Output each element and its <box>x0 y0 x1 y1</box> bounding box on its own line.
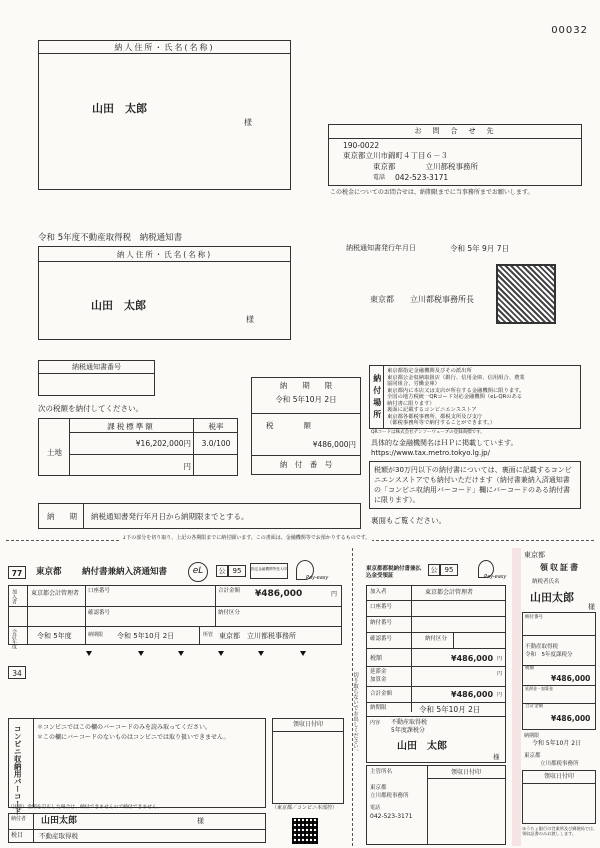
land-label: 土地 <box>47 448 62 457</box>
bank-payer: 山田 太郎 <box>397 741 447 752</box>
receipt-total: ¥486,000 <box>551 714 591 723</box>
bank-account-label: 加入者 <box>370 589 387 595</box>
bank-public-label: 公 <box>430 566 438 574</box>
slip-total-label: 合計金額 <box>218 588 241 594</box>
bank-payeasy-label: Pay-easy <box>484 574 507 580</box>
bank-confirm-label: 確認番号 <box>370 636 393 642</box>
bank-account-no-label: 口座番号 <box>370 604 393 610</box>
receipt-stamp-label: 領収日付印 <box>543 773 574 780</box>
bank-tel-label: 電話 <box>370 805 381 811</box>
period-label: 納 期 <box>47 512 77 521</box>
receipt-total-label: 合計金額 <box>525 704 543 709</box>
bank-slip-grid <box>366 585 506 763</box>
receipt-margin <box>512 548 521 846</box>
slip-public-mark <box>216 565 228 577</box>
contact-tel-label: 電話 <box>373 174 386 181</box>
bank-total: ¥486,000 <box>451 690 494 699</box>
bank-tax-yen: 円 <box>497 656 503 662</box>
contact-note: この税金についてのお問合せは、納期限までに当事務所までお願いします。 <box>330 189 534 196</box>
bank-office-label: 主管所名 <box>370 769 393 775</box>
el-mark: eL <box>188 562 208 582</box>
official-seal <box>496 264 556 324</box>
conv-receipt-stamp-label: 領収日付印 <box>292 721 323 728</box>
slip-warning: （注意）金額を訂正した場合は、納付できませんので納付できません。 <box>8 805 162 810</box>
receipt-office: 東京都 <box>524 753 541 759</box>
pay-instruction: 次の税額を納付してください。 <box>38 404 143 413</box>
bank-due-label: 納期限 <box>370 705 387 711</box>
bank-public-mark <box>428 564 440 576</box>
slip-office: 東京都 立川都税事務所 <box>219 632 296 640</box>
payment-place-line: 全国の地方税統一QRコード対応金融機関（eL-QRのある <box>387 394 523 400</box>
payment-place-line: 東京都公金収納取扱店（銀行、信用金庫、信用組合、農業 <box>387 374 525 381</box>
slip-fiscal-year: 令和 5年度 <box>37 632 72 640</box>
bank-bottom-box <box>366 765 506 845</box>
receipt-payment-no-label: 納付番号 <box>525 615 543 620</box>
period-box <box>38 503 361 529</box>
payment-place-line: 東京都内に本店又は支店が所在する金融機関に限ります。 <box>387 387 525 394</box>
notice-address-box <box>38 246 291 340</box>
bank-cut-note: 切り取らないでお出しください。 <box>352 672 359 755</box>
contact-box <box>328 124 582 186</box>
period-text: 納税通知書発行年月日から納期限までとする。 <box>91 512 249 521</box>
bank-office-pref: 東京都 <box>370 785 387 791</box>
amount-label: 税 額 <box>266 421 311 430</box>
bank-item-label: 内容 <box>370 720 381 726</box>
yen-unit: 円 <box>183 462 191 471</box>
conv-note-1: ＊コンビニではこの欄のバーコードのみを読み取ってください。 <box>37 724 212 731</box>
slip-payer-box <box>8 813 266 843</box>
slip-code <box>8 566 26 579</box>
convenience-note: 税額が30万円以下の納付書については、裏面に記載するコンビニエンスストアでも納付いただけます（納付書兼納入済通知書の「コンビニ収納用バーコード」欄にバーコードのある納付書に限ります）。 <box>374 466 572 504</box>
slip-public-no <box>228 565 246 577</box>
amount-value: ¥486,000円 <box>312 440 356 449</box>
payment-place-line: 協同組合、労働金庫） <box>387 381 440 387</box>
notice-honorific: 様 <box>246 315 254 324</box>
receipt-due-label: 納期限 <box>524 733 540 739</box>
bank-tax-amount: ¥486,000 <box>451 654 494 663</box>
slip-account-value: 東京都会計管理者 <box>31 590 80 597</box>
due-label: 納 期 限 <box>279 381 333 390</box>
receipt-name: 山田太郎 <box>530 591 574 604</box>
notice-number-box <box>38 360 155 396</box>
slip-trust-box <box>250 563 288 579</box>
slip-code-value: 77 <box>11 569 23 578</box>
bank-item: 不動産取得税 <box>391 719 428 726</box>
tax-rate-value: 3.0/100 <box>201 439 231 448</box>
bank-receipt-stamp: 領収日付印 <box>450 769 481 776</box>
tax-base-header: 課税標準額 <box>107 422 155 431</box>
bank-tel: 042-523-3171 <box>370 813 413 820</box>
receipt-pref: 東京都 <box>524 551 545 559</box>
payment-place-line: （都税事務所等で納付することができます。） <box>387 420 496 426</box>
slip-office-label: 所管 <box>203 632 214 638</box>
receipt-item: 不動産取得税 <box>525 644 559 650</box>
tax-rate-header: 税率 <box>208 422 224 431</box>
tax-base-table <box>38 418 238 476</box>
bank-category-label: 納付区分 <box>425 636 448 642</box>
payment-places-box <box>369 365 581 429</box>
notice-number-label: 納税通知書番号 <box>72 363 121 371</box>
qr-trademark-note: QRコードは株式会社デンソーウェーブの登録商標です。 <box>371 430 485 435</box>
stamp-caption: （東京都／コンビニ本部控） <box>272 805 338 811</box>
institutions-note: 具体的な金融機関名はＨＰに掲載しています。 <box>371 439 518 447</box>
addressee-honorific: 様 <box>244 118 252 127</box>
serial-number: 00032 <box>551 25 588 36</box>
slip-pref: 東京都 <box>36 567 62 577</box>
notice-addressee-name: 山田 太郎 <box>91 299 146 312</box>
slip-payer: 山田太郎 <box>41 816 78 826</box>
due-amount-table <box>251 377 361 475</box>
receipt-item-sub: 令和 5年度課税分 <box>525 652 573 658</box>
bank-due-date: 令和 5年10月 2日 <box>419 705 481 714</box>
bank-total-yen: 円 <box>497 692 503 698</box>
payeasy-label: Pay-easy <box>306 575 329 581</box>
conv-note-2: ＊この欄にバーコードのないものはコンビニでは取り扱いできません。 <box>37 734 230 741</box>
contact-office: 東京都 立川都税事務所 <box>373 162 478 171</box>
slip-public-label: 公 <box>218 567 226 575</box>
slip-total-yen: 円 <box>331 591 338 598</box>
address-box-header: 納人住所・氏名(名称) <box>114 43 215 52</box>
slip-payer-honorific: 様 <box>197 817 204 825</box>
tax-site-url[interactable]: https://www.tax.metro.tokyo.lg.jp/ <box>371 449 490 457</box>
convenience-barcode-title: コンビニ収納用バーコード <box>13 725 23 815</box>
receipt-due-date: 令和 5年10月 2日 <box>532 740 582 747</box>
bank-surcharge-label: 加算金 <box>370 677 387 683</box>
slip-payer-label: 納付者 <box>11 816 27 822</box>
bank-item-sub: 5年度課税分 <box>391 727 425 734</box>
receipt-office-name: 立川都税事務所 <box>540 761 579 767</box>
receipt-stamp-box <box>522 770 596 824</box>
issue-date: 令和 5年 9月 7日 <box>450 244 509 253</box>
contact-header: お 問 合 せ 先 <box>414 127 496 135</box>
cut-line-text: ↓下の部分を切り取り、上記の各期限までに納付願います。この書面は、金融機関等でお預かりするものです。 <box>122 535 371 541</box>
barcode-no-value: 34 <box>12 669 22 678</box>
slip-due-date: 令和 5年10月 2日 <box>117 632 175 640</box>
contact-postal: 190-0022 <box>343 141 380 150</box>
payment-no-label: 納 付 番 号 <box>279 460 333 469</box>
payment-place-line: 東京都各都税事務所、都税支所及び支庁 <box>387 413 483 420</box>
bank-public-no-value: 95 <box>444 566 454 574</box>
due-date: 令和 5年10月 2日 <box>275 395 337 404</box>
bank-total-label: 合計金額 <box>370 691 393 697</box>
address-box <box>38 40 291 190</box>
receipt-bottom-note: ゆうちょ銀行の営業所及び郵便局では、領収証書のみお渡しします。 <box>522 826 598 837</box>
convenience-note-box <box>369 461 581 509</box>
receipt-tax: ¥486,000 <box>551 674 591 683</box>
slip-account-label: 加入者 <box>11 589 17 604</box>
bank-public-no <box>440 564 458 576</box>
receipt-title: 領収証書 <box>540 563 580 572</box>
slip-confirm-label: 確認番号 <box>88 610 111 616</box>
slip-main-grid <box>8 585 342 649</box>
contact-address: 東京都立川市錦町４丁目６－３ <box>343 151 448 160</box>
slip-category-label: 納付区分 <box>218 610 241 616</box>
conv-receipt-stamp-box <box>272 718 344 804</box>
bank-slip-title: 東京都都税納付書兼払込金受領証 <box>366 566 422 579</box>
issuer: 東京都 立川都税事務所長 <box>370 295 474 304</box>
qr-code <box>292 818 318 844</box>
slip-public-no-value: 95 <box>232 567 242 575</box>
bank-account-value: 東京都会計管理者 <box>425 589 474 596</box>
bank-late-label: 延滞金 <box>370 669 387 675</box>
barcode-no-box <box>8 666 26 679</box>
receipt-name-label: 納税者氏名 <box>532 579 560 585</box>
notice-address-header: 納人住所・氏名(名称) <box>116 250 213 259</box>
contact-tel: 042-523-3171 <box>395 173 449 182</box>
slip-fiscal-label: 会計年度 <box>11 629 17 649</box>
receipt-late-label: 延滞金・加算金 <box>525 686 553 691</box>
slip-tax-item: 不動産取得税 <box>39 832 78 840</box>
notice-title: 令和 5年度不動産取得税 納税通知書 <box>38 233 183 243</box>
back-note: 裏面もご覧ください。 <box>371 516 446 525</box>
payment-place-line: 東京都指定金融機関及びその派出所 <box>387 368 472 374</box>
bank-payment-no-label: 納付番号 <box>370 620 393 626</box>
receipt-grid <box>522 612 596 730</box>
slip-due-label: 納期限 <box>88 632 104 638</box>
bank-late-yen: 円 <box>497 671 503 677</box>
slip-tax-item-label: 税目 <box>11 832 24 839</box>
slip-total: ¥486,000 <box>255 589 303 599</box>
payment-places-title: 納付場所 <box>372 374 382 422</box>
convenience-barcode-area <box>8 718 266 815</box>
payment-place-line: 裏面に記載するコンビニエンスストア <box>387 407 477 413</box>
slip-account-no-label: 口座番号 <box>88 588 111 594</box>
bank-tax-label: 税額 <box>370 655 383 662</box>
receipt-honorific: 様 <box>588 603 595 611</box>
tax-base-value: ¥16,202,000円 <box>135 439 191 448</box>
issue-date-label: 納税通知書発行年月日 <box>346 244 416 252</box>
addressee-name: 山田 太郎 <box>92 102 147 115</box>
payment-place-line: 納付書に限ります） <box>387 400 435 407</box>
bank-office-name: 立川都税事務所 <box>370 793 409 799</box>
slip-trust-label: 指定金融機関等受入印 <box>251 567 287 571</box>
receipt-tax-label: 税額 <box>525 666 534 671</box>
slip-title: 納付書兼納入済通知書 <box>82 567 168 577</box>
bank-payer-honorific: 様 <box>493 753 500 761</box>
